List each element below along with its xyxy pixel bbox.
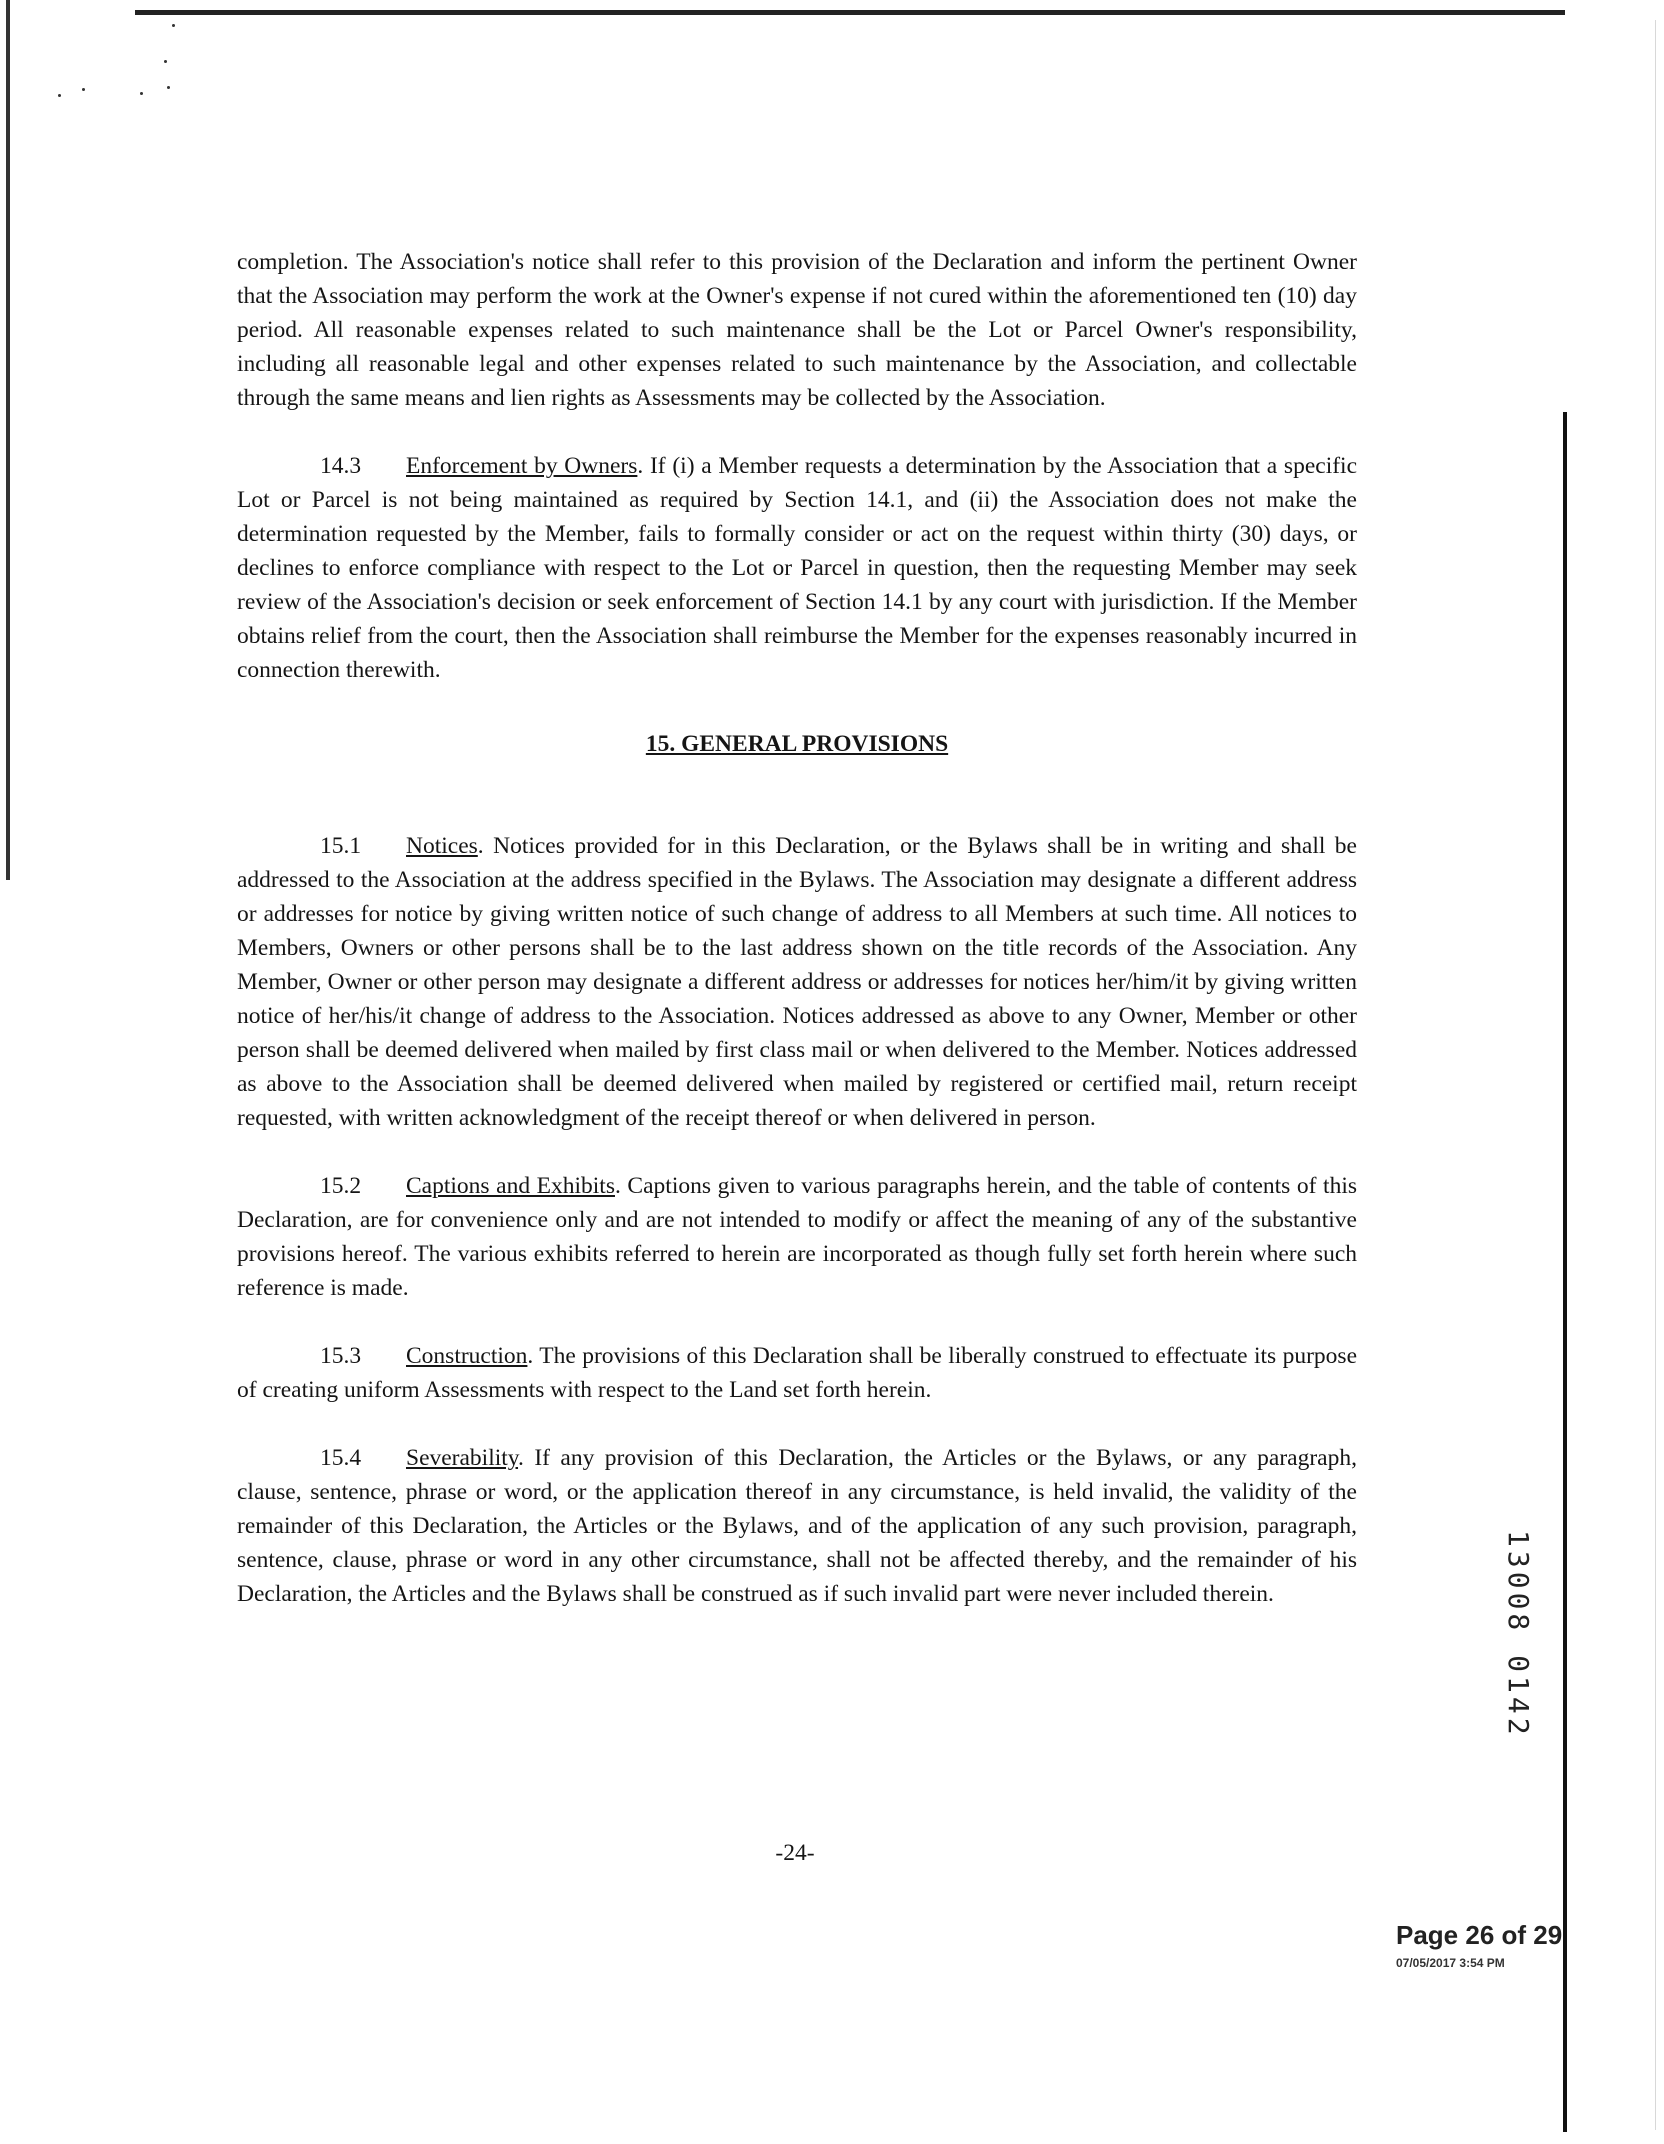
section-15-2 — [237, 1169, 1357, 1305]
section-15-4 — [237, 1441, 1357, 1611]
scan-speck — [167, 86, 170, 89]
section-15-1 — [237, 829, 1357, 1135]
section-15-3 — [237, 1339, 1357, 1407]
section-text: . If (i) a Member requests a determination by the Association that a specific Lot or Parcel is not being maintained as required by Section 14.1, and (ii) the Association does not make the determination requested by the Member, fails to formally consider or act on the request within thirty (30) days, or declines to enforce compliance with respect to the Lot or Parcel in question, then the requesting Member may seek review of the Association's decision or seek enforcement of Section 14.1 by any court with jurisdiction. If the Member obtains relief from the court, then the Association shall reimburse the Member for the expenses reasonably incurred in connection therewith. — [237, 453, 1358, 683]
page-count-stamp: Page 26 of 29 — [1396, 1920, 1563, 1950]
section-title: Notices — [406, 833, 478, 859]
recording-number: 13008 0142 — [1502, 1530, 1535, 1739]
left-border-rule — [6, 0, 10, 880]
scan-speck — [140, 92, 143, 95]
section-number: 15.1 — [320, 833, 362, 859]
section-number: 15.4 — [320, 1445, 362, 1471]
section-14-3 — [237, 449, 1357, 687]
section-title: Severability — [406, 1445, 519, 1471]
section-title: Captions and Exhibits — [406, 1173, 615, 1199]
right-faint-rule — [1655, 20, 1656, 2130]
section-number: 15.3 — [320, 1343, 362, 1369]
scan-speck — [58, 94, 61, 97]
section-text: . Notices provided for in this Declaration, or the Bylaws shall be in writing and shall be addressed to the Association at the address specified in the Bylaws. The Association may designate a different address or addresses for notice by giving written notice of such change of address to all Members at such time. All notices to Members, Owners or other persons shall be to the last address shown on the title records of the Association. Any Member, Owner or other person may designate a different address or addresses for notices her/him/it by giving written notice of her/his/it change of address to the Association. Notices addressed as above to any Owner, Member or other person shall be deemed delivered when mailed by first class mail or when delivered to the Member. Notices addressed as above to the Association shall be deemed delivered when mailed by registered or certified mail, return receipt requested, with written acknowledgment of the receipt thereof or when delivered in person. — [237, 833, 1357, 1131]
scan-speck — [172, 24, 175, 27]
page-number: -24- — [775, 1840, 815, 1866]
scan-speck — [82, 88, 85, 91]
document-body — [237, 245, 1357, 1611]
section-title: Construction — [406, 1343, 528, 1369]
recording-datetime-stamp: 07/05/2017 3:54 PM — [1396, 1956, 1505, 1970]
section-title: Enforcement by Owners — [406, 453, 638, 479]
section-text: . If any provision of this Declaration, the Articles or the Bylaws, or any paragraph, clause, sentence, phrase or word, or the application thereof in any circumstance, is held invalid, the validity of the remainder of this Declaration, the Articles or the Bylaws, and of the application of any such provision, paragraph, sentence, clause, phrase or word in any other circumstance, shall not be affected thereby, and the remainder of his Declaration, the Articles and the Bylaws shall be construed as if such invalid part were never included therein. — [237, 1445, 1357, 1607]
section-number: 15.2 — [320, 1173, 362, 1199]
paragraph-intro: completion. The Association's notice shall refer to this provision of the Declaration and inform the pertinent Owner that the Association may perform the work at the Owner's expense if not cured within the aforementioned ten (10) day period. All reasonable expenses related to such maintenance shall be the Lot or Parcel Owner's responsibility, including all reasonable legal and other expenses related to such maintenance by the Association, and collectable through the same means and lien rights as Assessments may be collected by the Association. — [237, 249, 1357, 411]
section-text: . Captions given to various paragraphs herein, and the table of contents of this Declaration, are for convenience only and are not intended to modify or affect the meaning of any of the substantive provisions hereof. The various exhibits referred to herein are incorporated as though fully set forth herein where such reference is made. — [237, 1173, 1357, 1301]
section-number: 14.3 — [320, 453, 362, 479]
top-border-rule — [135, 10, 1565, 15]
right-border-rule — [1563, 412, 1567, 2132]
section-text: . The provisions of this Declaration shall be liberally construed to effectuate its purpose of creating uniform Assessments with respect to the Land set forth herein. — [237, 1343, 1357, 1403]
scan-speck — [164, 60, 167, 63]
section-heading-15: 15. GENERAL PROVISIONS — [645, 731, 949, 757]
